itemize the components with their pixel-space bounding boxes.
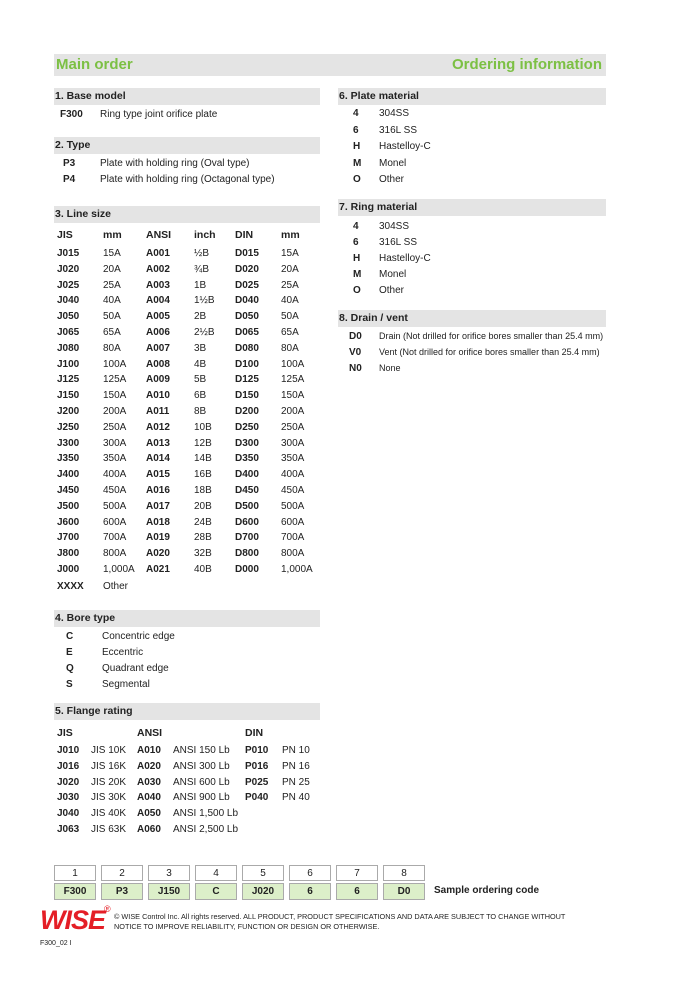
table-row: J010 JIS 10K A010 ANSI 150 Lb P010 PN 10: [57, 745, 310, 756]
list-item: 6 316L SS: [353, 124, 417, 136]
list-item: V0 Vent (Not drilled for orifice bores smaller than 25.4 mm): [349, 347, 600, 358]
list-item: O Other: [353, 174, 405, 185]
table-row: J080 80A A007 3B D080 80A: [57, 342, 299, 354]
table-row: J030 JIS 30K A040 ANSI 900 Lb P040 PN 40: [57, 792, 310, 804]
table-row: J350 350A A014 14B D350 350A: [57, 453, 305, 465]
list-item: M Monel: [353, 269, 407, 280]
table-row: J040 JIS 40K A050 ANSI 1,500 Lb: [57, 808, 239, 820]
code-position-number: 8: [383, 865, 425, 881]
table-row: J300 300A A013 12B D300 300A: [57, 437, 305, 449]
table-row: J125 125A A009 5B D125 125A: [57, 374, 305, 386]
table-row: J015 15A A001 ½B D015 15A: [57, 248, 299, 259]
code-value-box: D0: [383, 883, 425, 900]
code-position-number: 1: [54, 865, 96, 881]
section-line-size-header: 3. Line size: [54, 206, 320, 223]
list-item: P3 Plate with holding ring (Oval type): [63, 158, 250, 169]
line-size-column-headers: JIS mm ANSI inch DIN mm: [57, 229, 300, 241]
table-row: J450 450A A016 18B D450 450A: [57, 485, 305, 496]
list-item: 4 304SS: [353, 221, 410, 232]
section-drain-vent-header: 8. Drain / vent: [338, 310, 606, 327]
list-item: N0 None: [349, 363, 401, 374]
table-row: J600 600A A018 24B D600 600A: [57, 516, 305, 528]
list-item: E Eccentric: [66, 647, 144, 658]
code-value-box: C: [195, 883, 237, 900]
table-row: J250 250A A012 10B D250 250A: [57, 421, 305, 433]
section-base-model-header: 1. Base model: [54, 88, 320, 105]
table-row: J065 65A A006 2½B D065 65A: [57, 327, 299, 338]
section-type-header: 2. Type: [54, 137, 320, 154]
code-value-box: F300: [54, 883, 96, 900]
list-item: D0 Drain (Not drilled for orifice bores smaller than 25.4 mm): [349, 331, 604, 342]
table-row: J700 700A A019 28B D700 700A: [57, 532, 305, 544]
list-item: M Monel: [353, 157, 407, 169]
code-value-box: J150: [148, 883, 190, 900]
code-position-number: 6: [289, 865, 331, 881]
title-bar: [54, 54, 606, 76]
table-row: J500 500A A017 20B D500 500A: [57, 500, 305, 512]
code-position-number: 5: [242, 865, 284, 881]
line-size-other-row: XXXX Other: [57, 581, 129, 592]
code-position-number: 7: [336, 865, 378, 881]
code-value-box: 6: [336, 883, 378, 900]
copyright-notice: © WISE Control Inc. All rights reserved. ALL PRODUCT, PRODUCT SPECIFICATIONS AND DATA ARE SUBJECT TO CHANGE WITHOUT NOTICE TO IMPROVE RELIABILITY, FUNCTION OR DESIGN OR OTHERWISE.: [114, 912, 566, 931]
page-subtitle: Ordering information: [452, 56, 602, 73]
sample-ordering-label: Sample ordering code: [434, 885, 540, 896]
flange-column-headers: JIS ANSI DIN: [57, 727, 264, 739]
table-row: J020 JIS 20K A030 ANSI 600 Lb P025 PN 25: [57, 776, 310, 788]
list-item: 4 304SS: [353, 108, 410, 119]
table-row: J050 50A A005 2B D050 50A: [57, 311, 299, 323]
code-value-box: P3: [101, 883, 143, 900]
list-item: C Concentric edge: [66, 631, 175, 642]
table-row: J025 25A A003 1B D025 25A: [57, 279, 299, 291]
table-row: J100 100A A008 4B D100 100A: [57, 358, 305, 370]
table-row: J200 200A A011 8B D200 200A: [57, 406, 305, 417]
list-item: P4 Plate with holding ring (Octagonal type): [63, 174, 275, 185]
table-row: J000 1,000A A021 40B D000 1,000A: [57, 564, 313, 575]
code-position-number: 2: [101, 865, 143, 881]
table-row: J040 40A A004 1½B D040 40A: [57, 295, 299, 307]
section-ring-material-header: 7. Ring material: [338, 199, 606, 216]
table-row: J016 JIS 16K A020 ANSI 300 Lb P016 PN 16: [57, 760, 310, 772]
table-row: J150 150A A010 6B D150 150A: [57, 390, 305, 402]
list-item: S Segmental: [66, 679, 150, 690]
code-position-number: 4: [195, 865, 237, 881]
list-item: 6 316L SS: [353, 237, 417, 248]
section-bore-type-header: 4. Bore type: [54, 610, 320, 627]
list-item: O Other: [353, 285, 405, 296]
code-value-box: 6: [289, 883, 331, 900]
page-title: Main order: [56, 56, 133, 73]
section-flange-rating-header: 5. Flange rating: [54, 703, 320, 720]
list-item: Q Quadrant edge: [66, 663, 169, 674]
table-row: J020 20A A002 ¾B D020 20A: [57, 263, 299, 275]
section-plate-material-header: 6. Plate material: [338, 88, 606, 105]
table-row: J063 JIS 63K A060 ANSI 2,500 Lb: [57, 824, 239, 835]
list-item: F300 Ring type joint orifice plate: [60, 109, 218, 120]
list-item: H Hastelloy-C: [353, 253, 431, 264]
list-item: H Hastelloy-C: [353, 141, 431, 152]
code-value-box: J020: [242, 883, 284, 900]
registered-mark: ®: [104, 904, 111, 914]
code-position-number: 3: [148, 865, 190, 881]
table-row: J400 400A A015 16B D400 400A: [57, 469, 305, 481]
wise-logo: WISE: [40, 905, 106, 935]
document-code: F300_02 I: [40, 940, 72, 947]
table-row: J800 800A A020 32B D800 800A: [57, 548, 305, 560]
